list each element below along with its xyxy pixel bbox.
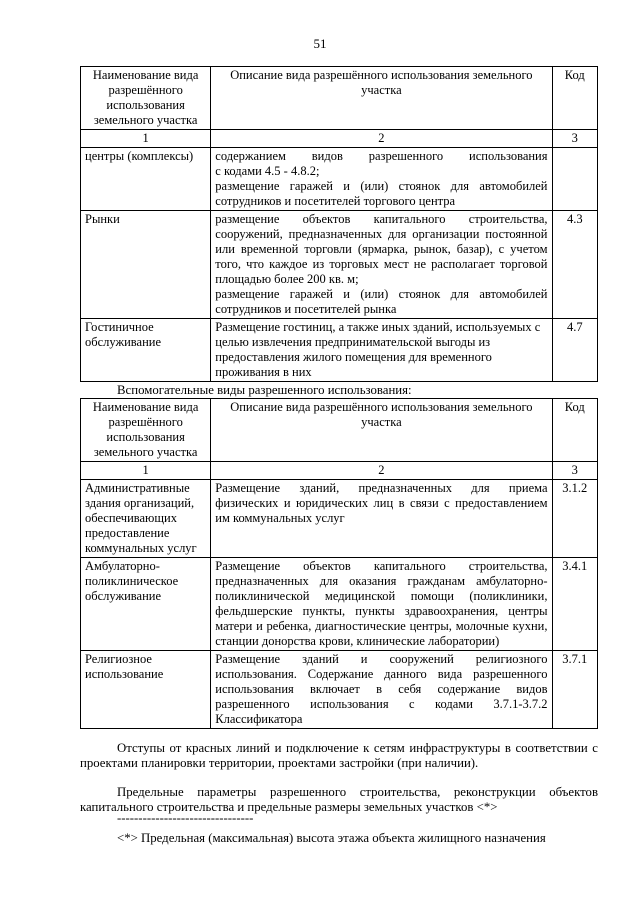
use-description (211, 480, 552, 558)
header-description: Описание вида разрешённого использования земельного участка (211, 399, 552, 462)
use-code: 4.3 (552, 211, 598, 319)
description-line: с кодами 4.5 - 4.8.2; (215, 164, 320, 178)
setback-paragraph: Отступы от красных линий и подключение к сетям инфраструктуры в соответствии с проектами планировки территории, проектами застройки (при наличии). (80, 741, 598, 770)
header-name: Наименование вида разрешённого использования земельного участка (81, 399, 211, 462)
footnote-text: <*> Предельная (максимальная) высота этажа объекта жилищного назначения (117, 831, 546, 845)
use-description (211, 651, 552, 729)
description-line: Размещение объектов капитального строительства, предназначенных для оказания гражданам амбулаторно-поликлинической медицинской помощи (поликлиники, фельдшерские пункты, пункты здравоохранения, центры матери и ребенка, диагностические центры, молочные кухни, станции донорства крови, клинические лаборатории) (215, 559, 548, 648)
use-name: Гостиничное обслуживание (81, 319, 211, 382)
page-number: 51 (313, 36, 327, 51)
description-line: Размещение гостиниц, а также иных зданий, используемых с целью извлечения предпринимательской выгоды из предоставления жилого помещения для временного проживания в них (215, 320, 541, 379)
col-number: 1 (81, 130, 211, 148)
use-code (552, 148, 598, 211)
table-row (81, 558, 598, 651)
use-description (211, 319, 552, 382)
use-description (211, 558, 552, 651)
use-name: Рынки (81, 211, 211, 319)
header-code: Код (552, 67, 598, 130)
description-line: Размещение зданий, предназначенных для приема физических и юридических лиц в связи с предоставлением им коммунальных услуг (215, 481, 548, 525)
use-code: 3.4.1 (552, 558, 598, 651)
footnote-separator: -------------------------------- (117, 811, 254, 825)
use-name: Религиозное использование (81, 651, 211, 729)
description-line: Размещение зданий и сооружений религиозного использования. Содержание данного вида разрешенного использования включает в себя содержание видов разрешенного использования с кодами 3.7.1-3.7.2 Классификатора (215, 652, 548, 726)
table-row (81, 148, 598, 211)
aux-uses-heading: Вспомогательные виды разрешенного использования: (117, 383, 412, 397)
table-header-row (81, 399, 598, 462)
use-description (211, 211, 552, 319)
auxiliary-uses-table (80, 398, 598, 729)
use-code: 3.7.1 (552, 651, 598, 729)
table-row (81, 319, 598, 382)
table-row (81, 480, 598, 558)
limits-paragraph: Предельные параметры разрешенного строительства, реконструкции объектов капитального строительства и предельные размеры земельных участков <*> (80, 785, 598, 814)
table-number-row (81, 462, 598, 480)
header-name: Наименование вида разрешённого использования земельного участка (81, 67, 211, 130)
use-code: 3.1.2 (552, 480, 598, 558)
description-line: размещение гаражей и (или) стоянок для автомобилей сотрудников и посетителей торгового центра (215, 179, 548, 208)
header-description: Описание вида разрешённого использования земельного участка (211, 67, 552, 130)
use-description (211, 148, 552, 211)
table-row (81, 651, 598, 729)
col-number: 2 (211, 462, 552, 480)
use-code: 4.7 (552, 319, 598, 382)
description-line: размещение гаражей и (или) стоянок для автомобилей сотрудников и посетителей рынка (215, 287, 548, 316)
use-name: Амбулаторно-поликлиническое обслуживание (81, 558, 211, 651)
description-line: содержанием видов разрешенного использования (215, 149, 548, 163)
table-row (81, 211, 598, 319)
description-line: размещение объектов капитального строительства, сооружений, предназначенных для организации постоянной или временной торговли (ярмарка, рынок, базар), с учетом того, что каждое из торговых мест не располагает торговой площадью более 200 кв. м; (215, 212, 548, 286)
use-name: центры (комплексы) (81, 148, 211, 211)
col-number: 2 (211, 130, 552, 148)
table-header-row (81, 67, 598, 130)
col-number: 1 (81, 462, 211, 480)
use-name: Административные здания организаций, обеспечивающих предоставление коммунальных услуг (81, 480, 211, 558)
col-number: 3 (552, 462, 598, 480)
col-number: 3 (552, 130, 598, 148)
main-uses-table (80, 66, 598, 382)
header-code: Код (552, 399, 598, 462)
table-number-row (81, 130, 598, 148)
